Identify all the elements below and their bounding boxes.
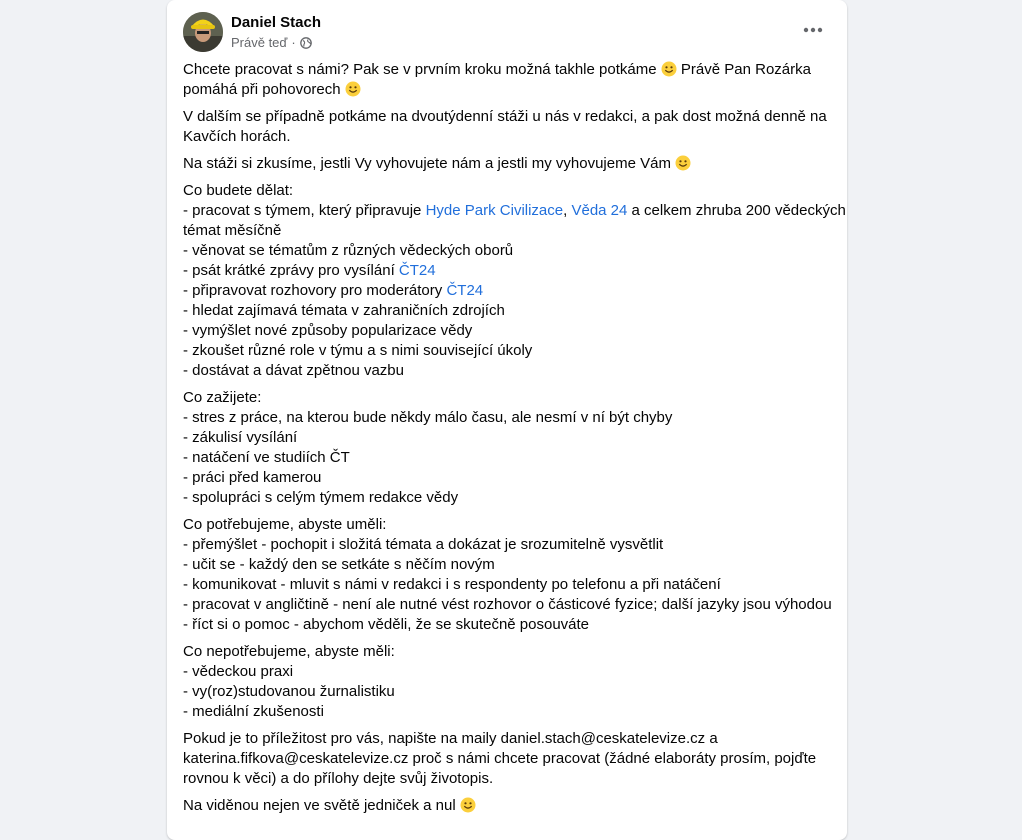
post-header: [183, 12, 831, 56]
list-item: - zkoušet různé role v týmu a s nimi související úkoly: [183, 342, 533, 359]
paragraph-farewell: [183, 796, 833, 816]
list-item: - mediální zkušenosti: [183, 703, 324, 720]
list-item: - komunikovat - mluvit s námi v redakci i s respondenty po telefonu a při natáčení: [183, 576, 721, 593]
list-item: - natáčení ve studiích ČT: [183, 449, 350, 466]
text-line: Kavčích horách.: [183, 128, 291, 145]
text-line: témat měsíčně: [183, 222, 282, 239]
text: Na viděnou nejen ve světě jedniček a nul: [183, 797, 456, 814]
list-item: - práci před kamerou: [183, 469, 322, 486]
paragraph-contact: [183, 729, 833, 789]
list-item: - hledat zajímavá témata v zahraničních zdrojích: [183, 302, 505, 319]
text: a celkem zhruba 200 vědeckých: [631, 202, 846, 219]
smiley-emoji-icon: [460, 797, 476, 813]
globe-icon[interactable]: [300, 37, 312, 49]
text: Chcete pracovat s námi? Pak se v prvním kroku možná takhle potkáme: [183, 61, 657, 78]
paragraph-intro: [183, 60, 833, 100]
section-heading: Co zažijete:: [183, 389, 262, 406]
link-ct24[interactable]: ČT24: [446, 282, 484, 299]
post-body: [183, 60, 846, 823]
link-ct24[interactable]: ČT24: [398, 262, 436, 279]
text-line: V dalším se případně potkáme na dvoutýdenní stáži u nás v redakci, a pak dost možná denně na: [183, 108, 827, 125]
text: - pracovat s týmem, který připravuje: [183, 202, 422, 219]
more-options-icon: [803, 27, 823, 33]
smiley-emoji-icon: [675, 155, 691, 171]
text: Na stáži si zkusíme, jestli Vy vyhovujete nám a jestli my vyhovujeme Vám: [183, 155, 671, 172]
paragraph-tasks: [183, 181, 846, 381]
avatar[interactable]: [183, 12, 223, 52]
text: - psát krátké zprávy pro vysílání: [183, 262, 395, 279]
meta-separator: ·: [291, 35, 296, 50]
list-item: - dostávat a dávat zpětnou vazbu: [183, 362, 404, 379]
link-hyde-park-civilizace[interactable]: Hyde Park Civilizace: [425, 202, 564, 219]
section-heading: Co budete dělat:: [183, 182, 294, 199]
list-item: - vědeckou praxi: [183, 663, 294, 680]
section-heading: Co potřebujeme, abyste uměli:: [183, 516, 387, 533]
list-item: - vymýšlet nové způsoby popularizace vědy: [183, 322, 473, 339]
post-card: [167, 0, 847, 840]
list-item: - přemýšlet - pochopit i složitá témata a dokázat je srozumitelně vysvětlit: [183, 536, 664, 553]
list-item: [183, 261, 833, 281]
list-item: [183, 281, 833, 301]
paragraph-not-needed: [183, 642, 833, 722]
section-heading: Co nepotřebujeme, abyste měli:: [183, 643, 395, 660]
list-item: - spolupráci s celým týmem redakce vědy: [183, 489, 459, 506]
list-item: - věnovat se tématům z různých vědeckých oborů: [183, 242, 514, 259]
text: Právě Pan Rozárka: [680, 61, 811, 78]
link-veda-24[interactable]: Věda 24: [571, 202, 628, 219]
text: ,: [563, 202, 568, 219]
post-time[interactable]: Právě teď: [231, 35, 288, 50]
list-item: - učit se - každý den se setkáte s něčím novým: [183, 556, 495, 573]
avatar-image-icon: [183, 12, 223, 52]
list-item: - stres z práce, na kterou bude někdy málo času, ale nesmí v ní být chyby: [183, 409, 673, 426]
list-item: [183, 201, 846, 221]
list-item: - zákulisí vysílání: [183, 429, 298, 446]
text-line: Pokud je to příležitost pro vás, napište na maily daniel.stach@ceskatelevize.cz a: [183, 730, 718, 747]
smiley-emoji-icon: [345, 81, 361, 97]
post-meta: [231, 35, 312, 50]
more-options-button[interactable]: [795, 12, 831, 48]
paragraph-experience: [183, 388, 833, 508]
paragraph-trial: [183, 154, 833, 174]
text-line: rovnou k věci) a do přílohy dejte svůj životopis.: [183, 770, 494, 787]
paragraph-internship: [183, 107, 833, 147]
text: - připravovat rozhovory pro moderátory: [183, 282, 443, 299]
smiley-emoji-icon: [661, 61, 677, 77]
text: pomáhá při pohovorech: [183, 81, 341, 98]
text-line: katerina.fifkova@ceskatelevize.cz proč s námi chcete pracovat (žádné elaboráty prosím, pojďte: [183, 750, 817, 767]
list-item: - říct si o pomoc - abychom věděli, že se skutečně posouváte: [183, 616, 590, 633]
list-item: - pracovat v angličtině - není ale nutné vést rozhovor o částicové fyzice; další jazyky jsou výhodou: [183, 596, 832, 613]
author-name[interactable]: Daniel Stach: [231, 14, 322, 31]
list-item: - vy(roz)studovanou žurnalistiku: [183, 683, 395, 700]
paragraph-skills: [183, 515, 833, 635]
